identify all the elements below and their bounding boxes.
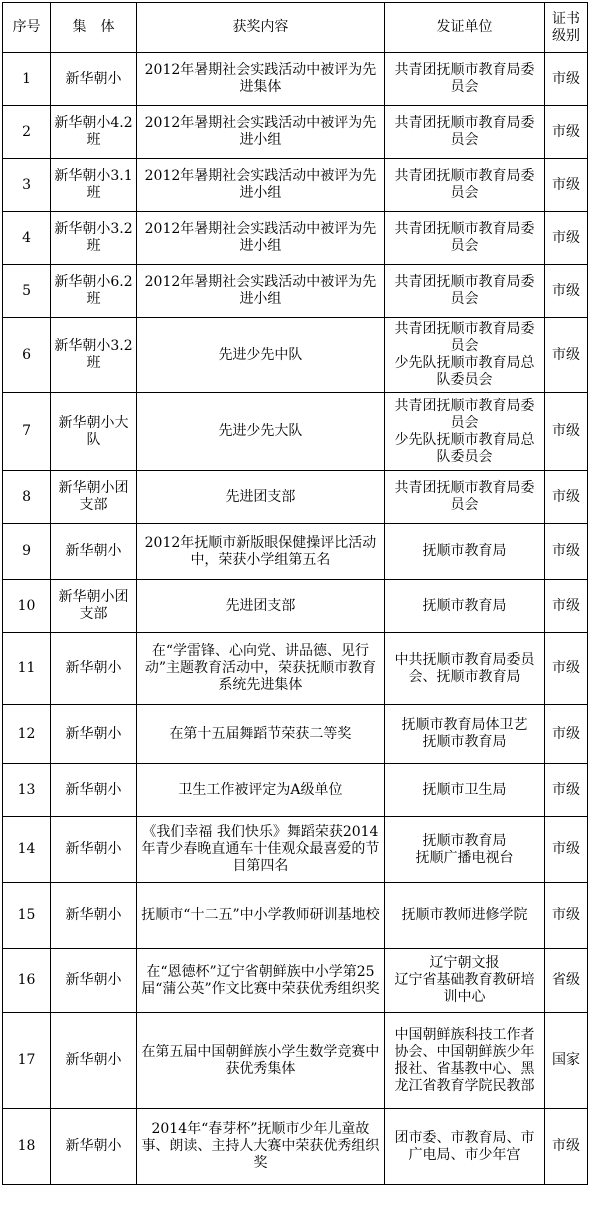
header-no: 序号 (3, 3, 51, 53)
cell-collective: 新华朝小 (51, 705, 137, 764)
table-row (3, 159, 588, 212)
table-row (3, 53, 588, 106)
table-row (3, 949, 588, 1013)
cell-award: 在“学雷锋、心向党、讲品德、见行动”主题教育活动中，荣获抚顺市教育系统先进集体 (136, 633, 384, 705)
cell-issuer: 抚顺市教育局体卫艺 抚顺市教育局 (384, 705, 544, 764)
cell-award: 2012年暑期社会实践活动中被评为先进集体 (136, 53, 384, 106)
cell-issuer: 辽宁朝文报 辽宁省基础教育教研培训中心 (384, 949, 544, 1013)
cell-collective: 新华朝小团支部 (51, 471, 137, 524)
cell-award: 2012年暑期社会实践活动中被评为先进小组 (136, 159, 384, 212)
cell-level: 市级 (545, 471, 588, 524)
cell-no: 8 (3, 471, 51, 524)
cell-issuer: 共青团抚顺市教育局委员会 (384, 53, 544, 106)
cell-issuer: 抚顺市教育局 (384, 524, 544, 580)
cell-no: 6 (3, 318, 51, 393)
cell-collective: 新华朝小团支部 (51, 580, 137, 633)
cell-level: 市级 (545, 764, 588, 817)
cell-no: 3 (3, 159, 51, 212)
cell-issuer: 共青团抚顺市教育局委员会 (384, 471, 544, 524)
cell-no: 14 (3, 817, 51, 883)
cell-no: 11 (3, 633, 51, 705)
cell-no: 4 (3, 212, 51, 265)
cell-level: 市级 (545, 318, 588, 393)
cell-no: 5 (3, 265, 51, 318)
table-row (3, 524, 588, 580)
cell-level: 市级 (545, 159, 588, 212)
cell-no: 17 (3, 1013, 51, 1109)
cell-issuer: 抚顺市教育局 抚顺广播电视台 (384, 817, 544, 883)
table-row (3, 265, 588, 318)
cell-level: 市级 (545, 580, 588, 633)
cell-level: 市级 (545, 633, 588, 705)
table-row (3, 471, 588, 524)
cell-award: 《我们幸福 我们快乐》舞蹈荣获2014年青少春晚直通车十佳观众最喜爱的节目第四名 (136, 817, 384, 883)
cell-issuer: 抚顺市教育局 (384, 580, 544, 633)
cell-no: 7 (3, 393, 51, 471)
table-row (3, 393, 588, 471)
cell-collective: 新华朝小 (51, 1109, 137, 1185)
table-row (3, 764, 588, 817)
cell-level: 市级 (545, 705, 588, 764)
cell-issuer: 中国朝鲜族科技工作者协会、中国朝鲜族少年报社、省基教中心、黑龙江省教育学院民教部 (384, 1013, 544, 1109)
cell-level: 市级 (545, 106, 588, 159)
cell-no: 9 (3, 524, 51, 580)
cell-level: 市级 (545, 212, 588, 265)
cell-award: 在“恩德杯”辽宁省朝鲜族中小学第25届“蒲公英”作文比赛中荣获优秀组织奖 (136, 949, 384, 1013)
cell-no: 16 (3, 949, 51, 1013)
cell-no: 18 (3, 1109, 51, 1185)
header-level: 证书 级别 (545, 3, 588, 53)
cell-award: 在第十五届舞蹈节荣获二等奖 (136, 705, 384, 764)
cell-level: 市级 (545, 53, 588, 106)
table-row (3, 705, 588, 764)
cell-issuer: 抚顺市教师进修学院 (384, 883, 544, 949)
cell-collective: 新华朝小 (51, 817, 137, 883)
cell-collective: 新华朝小 (51, 633, 137, 705)
cell-level: 市级 (545, 393, 588, 471)
cell-no: 10 (3, 580, 51, 633)
table-header-row (3, 3, 588, 53)
cell-issuer: 中共抚顺市教育局委员会、抚顺市教育局 (384, 633, 544, 705)
awards-table (2, 2, 588, 1185)
cell-award: 2012年抚顺市新版眼保健操评比活动中，荣获小学组第五名 (136, 524, 384, 580)
cell-issuer: 共青团抚顺市教育局委员会 (384, 265, 544, 318)
cell-level: 国家 (545, 1013, 588, 1109)
cell-issuer: 共青团抚顺市教育局委员会 (384, 106, 544, 159)
cell-collective: 新华朝小3.2班 (51, 212, 137, 265)
cell-level: 市级 (545, 524, 588, 580)
cell-collective: 新华朝小 (51, 524, 137, 580)
cell-no: 1 (3, 53, 51, 106)
table-row (3, 633, 588, 705)
table-row (3, 883, 588, 949)
table-row (3, 580, 588, 633)
cell-collective: 新华朝小 (51, 764, 137, 817)
table-row (3, 106, 588, 159)
cell-issuer: 抚顺市卫生局 (384, 764, 544, 817)
header-issuer: 发证单位 (384, 3, 544, 53)
cell-award: 2012年暑期社会实践活动中被评为先进小组 (136, 265, 384, 318)
table-row (3, 318, 588, 393)
cell-collective: 新华朝小3.1班 (51, 159, 137, 212)
cell-award: 在第五届中国朝鲜族小学生数学竞赛中获优秀集体 (136, 1013, 384, 1109)
cell-award: 2014年“春芽杯”抚顺市少年儿童故事、朗读、主持人大赛中荣获优秀组织奖 (136, 1109, 384, 1185)
cell-collective: 新华朝小 (51, 883, 137, 949)
cell-award: 先进团支部 (136, 580, 384, 633)
cell-issuer: 共青团抚顺市教育局委员会 (384, 212, 544, 265)
cell-collective: 新华朝小大队 (51, 393, 137, 471)
cell-collective: 新华朝小3.2班 (51, 318, 137, 393)
cell-no: 12 (3, 705, 51, 764)
cell-issuer: 共青团抚顺市教育局委员会 少先队抚顺市教育局总队委员会 (384, 318, 544, 393)
cell-no: 15 (3, 883, 51, 949)
cell-award: 2012年暑期社会实践活动中被评为先进小组 (136, 106, 384, 159)
cell-level: 市级 (545, 1109, 588, 1185)
cell-level: 省级 (545, 949, 588, 1013)
table-row (3, 212, 588, 265)
cell-collective: 新华朝小 (51, 949, 137, 1013)
cell-level: 市级 (545, 883, 588, 949)
cell-no: 13 (3, 764, 51, 817)
header-award: 获奖内容 (136, 3, 384, 53)
cell-collective: 新华朝小 (51, 53, 137, 106)
cell-award: 先进少先中队 (136, 318, 384, 393)
table-row (3, 817, 588, 883)
table-row (3, 1013, 588, 1109)
table-row (3, 1109, 588, 1185)
cell-issuer: 共青团抚顺市教育局委员会 (384, 159, 544, 212)
cell-issuer: 团市委、市教育局、市广电局、市少年宫 (384, 1109, 544, 1185)
cell-award: 抚顺市“十二五”中小学教师研训基地校 (136, 883, 384, 949)
header-collective: 集 体 (51, 3, 137, 53)
cell-collective: 新华朝小6.2班 (51, 265, 137, 318)
cell-no: 2 (3, 106, 51, 159)
cell-level: 市级 (545, 265, 588, 318)
cell-award: 2012年暑期社会实践活动中被评为先进小组 (136, 212, 384, 265)
cell-collective: 新华朝小 (51, 1013, 137, 1109)
cell-award: 卫生工作被评定为A级单位 (136, 764, 384, 817)
cell-award: 先进团支部 (136, 471, 384, 524)
cell-collective: 新华朝小4.2班 (51, 106, 137, 159)
cell-award: 先进少先大队 (136, 393, 384, 471)
cell-level: 市级 (545, 817, 588, 883)
cell-issuer: 共青团抚顺市教育局委员会 少先队抚顺市教育局总队委员会 (384, 393, 544, 471)
